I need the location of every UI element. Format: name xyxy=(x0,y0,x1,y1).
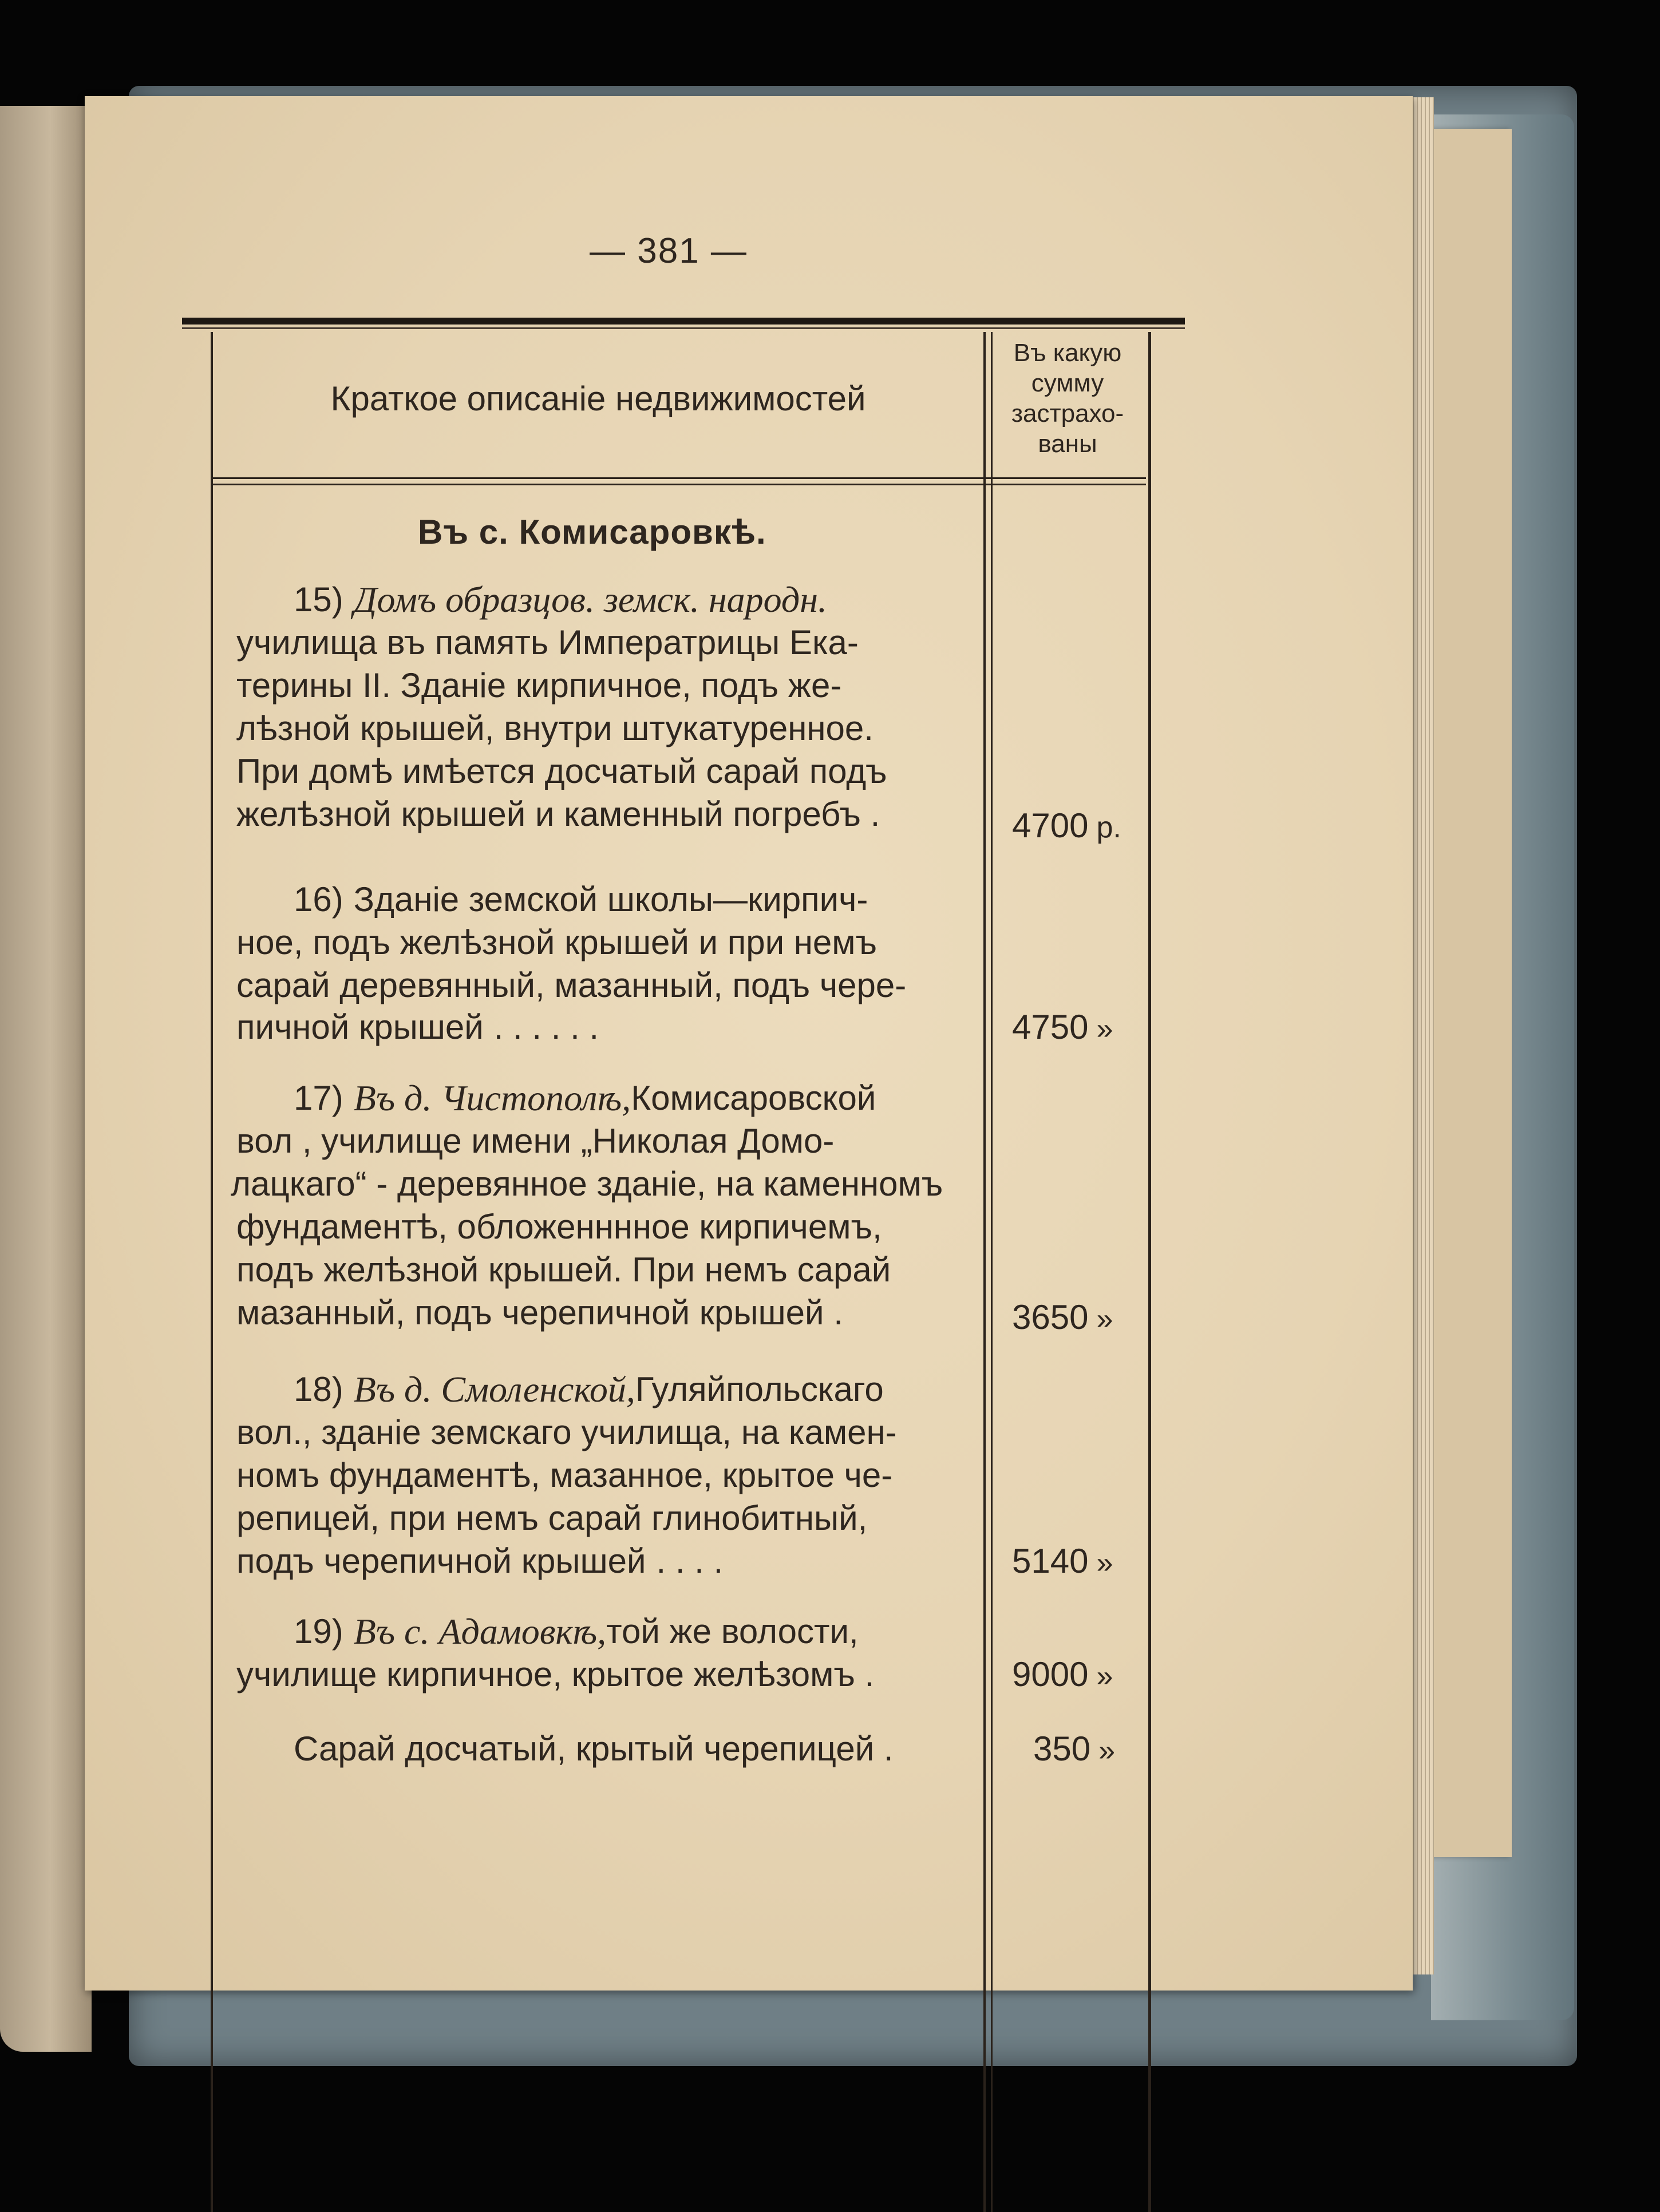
entry-place: Въ д. Смоленской, xyxy=(353,1369,635,1410)
entry-place: Въ д. Чистополѣ, xyxy=(353,1078,631,1118)
table-right-border xyxy=(1148,332,1151,2212)
table-column-divider-2 xyxy=(991,332,993,2212)
header-line: ваны xyxy=(1038,430,1097,458)
leader-dots: . . . . xyxy=(656,1542,724,1580)
header-rule-1 xyxy=(213,477,1146,479)
leader-dots: . . . . . . xyxy=(493,1008,599,1046)
entry-place: Въ с. Адамовкѣ, xyxy=(353,1611,607,1652)
page-number: — 381 — xyxy=(590,231,748,271)
text-line: вол., зданiе земскаго училища, на камен- xyxy=(236,1413,897,1451)
text-line: лацкаго“ - деревянное зданiе, на каменномъ xyxy=(231,1165,943,1203)
amount-unit: » xyxy=(1096,1012,1113,1046)
amount-unit: » xyxy=(1096,1660,1113,1693)
entry-17-line-1 xyxy=(294,1077,972,1119)
text-line: вол , училище имени „Николая Домо- xyxy=(236,1122,835,1160)
amount-value: 5140 xyxy=(1012,1542,1089,1580)
header-line: застрахо- xyxy=(1011,399,1124,428)
text-line: ное, подъ желѣзной крышей и при немъ xyxy=(236,923,878,961)
amount-entry-18 xyxy=(1012,1540,1144,1584)
amount-value: 4750 xyxy=(1012,1008,1089,1046)
table-left-border xyxy=(211,332,213,2212)
amount-value: 4700 xyxy=(1012,806,1089,845)
text-line: Сарай досчатый, крытый черепицей . xyxy=(294,1730,894,1768)
text-line: фундаментѣ, обложенннное кирпичемъ, xyxy=(236,1208,882,1246)
text-line: При домѣ имѣется досчатый сарай подъ xyxy=(236,752,887,790)
text-line: мазанный, подъ черепичной крышей . xyxy=(236,1293,843,1332)
entry-19-line-1 xyxy=(294,1610,972,1652)
entry-title: Домъ образцов. земск. народн. xyxy=(353,579,827,620)
text-line: подъ черепичной крышей xyxy=(236,1542,646,1580)
left-page-edge xyxy=(0,106,92,2052)
entry-16-line-1 xyxy=(294,879,972,920)
text-line: номъ фундаментѣ, мазанное, крытое че- xyxy=(236,1456,893,1494)
header-line: сумму xyxy=(1031,369,1104,397)
amount-unit: » xyxy=(1098,1734,1116,1767)
amount-unit: р. xyxy=(1096,811,1121,844)
section-title: Въ с. Комисаровкѣ. xyxy=(418,513,766,551)
entry-number: 17) xyxy=(294,1079,343,1117)
text-line: подъ желѣзной крышей. При немъ сарай xyxy=(236,1251,891,1289)
entry-number: 18) xyxy=(294,1370,343,1408)
text-line: училище кирпичное, крытое желѣзомъ . xyxy=(236,1655,875,1693)
amount-value: 9000 xyxy=(1012,1655,1089,1693)
text-line: сарай деревянный, мазанный, подъ чере- xyxy=(236,966,907,1004)
text-line: той же волости, xyxy=(606,1612,859,1651)
entry-18-line-1 xyxy=(294,1368,972,1410)
amount-unit: » xyxy=(1096,1303,1113,1336)
entry-16-last-line xyxy=(236,1006,972,1048)
entry-18-last-line xyxy=(236,1540,972,1582)
text-line: лѣзной крышей, внутри штукатуренное. xyxy=(236,709,874,747)
entry-number: 16) xyxy=(294,880,343,919)
text-line: Гуляйпольскаго xyxy=(635,1370,884,1408)
amount-entry-19 xyxy=(1012,1653,1144,1697)
amount-value: 350 xyxy=(1033,1730,1091,1768)
top-rule xyxy=(182,318,1185,325)
text-line: училища въ память Императрицы Ека- xyxy=(236,623,859,662)
amount-entry-15 xyxy=(1012,805,1144,849)
text-line: репицей, при немъ сарай глинобитный, xyxy=(236,1499,868,1537)
amount-unit: » xyxy=(1096,1546,1113,1580)
entry-number: 15) xyxy=(294,580,343,619)
header-rule-2 xyxy=(213,484,1146,485)
table-column-divider xyxy=(983,332,986,2212)
amount-value: 3650 xyxy=(1012,1298,1089,1336)
column-header-description: Краткое описанiе недвижимостей xyxy=(330,379,866,418)
amount-entry-17 xyxy=(1012,1296,1144,1340)
text-line: Комисаровской xyxy=(631,1079,876,1117)
text-line: пичной крышей xyxy=(236,1008,484,1046)
text-line: желѣзной крышей и каменный погребъ . xyxy=(236,795,880,833)
text-line: Зданiе земской школы—кирпич- xyxy=(353,880,868,919)
amount-entry-16 xyxy=(1012,1006,1144,1050)
header-line: Въ какую xyxy=(1013,339,1122,367)
column-header-insured-sum xyxy=(990,338,1145,459)
text-line: терины II. Зданiе кирпичное, подъ же- xyxy=(236,666,842,705)
entry-15-line-1 xyxy=(294,579,972,620)
entry-number: 19) xyxy=(294,1612,343,1651)
amount-shed xyxy=(1033,1728,1165,1772)
